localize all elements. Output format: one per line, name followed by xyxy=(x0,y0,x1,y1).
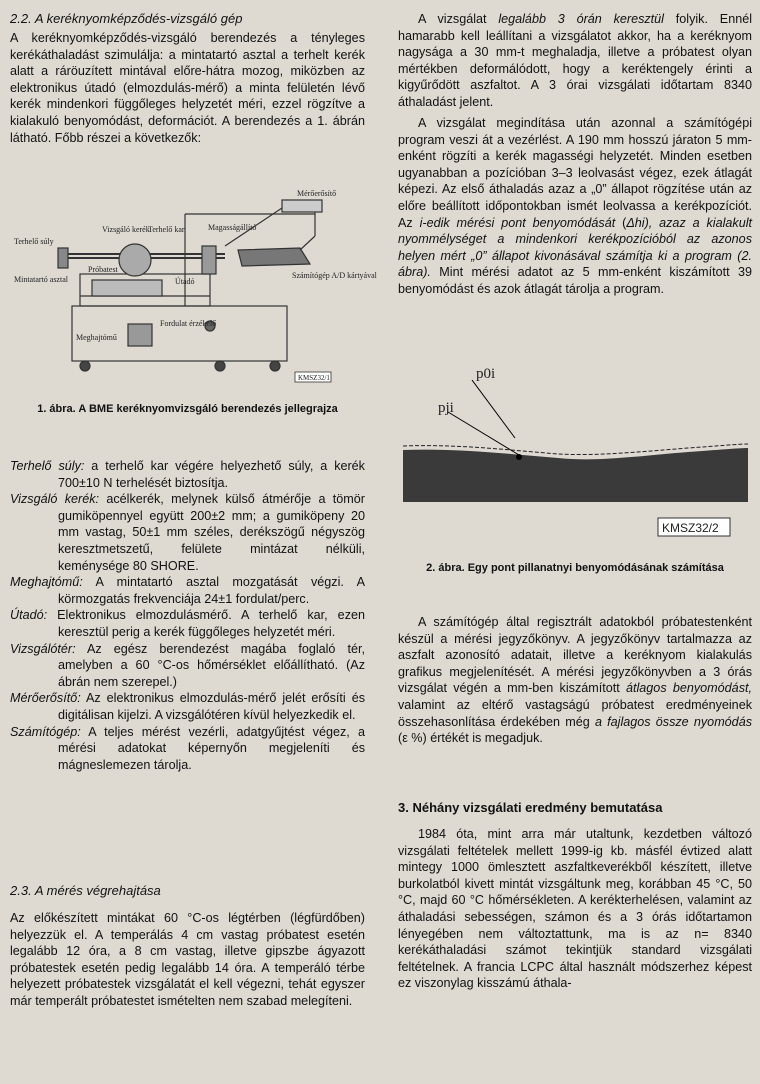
procedure-paragraph: Az előkészített mintákat 60 °C-os légtérben (légfürdőben) helyezzük el. A temperálás 4 cm vastag próbatest esetén legalább 12 óra, a 8 cm vastag, illetve gipszbe ágyazott próbatestek esetén pedig legalább 14 óra. A temperáló térbe helyezett próbatestek vizsgálatát el kell végezni, tehát egyszer már temperált próbatestet ismételten nem szabad melegíteni. xyxy=(10,911,365,1008)
label-test-wheel: Vizsgáló kerék xyxy=(102,225,150,234)
definition-item xyxy=(10,690,365,723)
measurement-point xyxy=(516,454,522,460)
figure-2-code: KMSZ32/2 xyxy=(662,521,719,535)
label-specimen: Próbatest xyxy=(88,265,118,274)
definition-term: Számítógép: xyxy=(10,724,81,739)
intro-paragraph: A keréknyomképződés-vizsgáló berendezés a tényleges kerékáthaladást szimulálja: a mintatartó asztal a terhelt kerék alatt a ráröuzített mintával előre-hátra mozog, miközben az elektronikus útadó (elmozdulás-mérő) a minta felületén lévő kerék mindenkori függőleges helyzetét méri, ezzel rögzítve a kialakuló benyomódást, deformációt. A berendezés a 1. ábrán látható. Főbb részei a következők: xyxy=(10,31,365,145)
definition-item xyxy=(10,491,365,574)
figure-1-caption: 1. ábra. A BME keréknyomvizsgáló berendezés jellegrajza xyxy=(37,403,338,415)
label-drive: Meghajtómű xyxy=(76,333,117,342)
specimen xyxy=(92,280,162,296)
definition-text: Az egész berendezést magába foglaló tér, amelyben a 60 °C-os hőmérséklet előállítható. (Az ábrán nem szerepel.) xyxy=(58,641,365,689)
label-computer: Számítógép A/D kártyával xyxy=(292,271,377,280)
definition-text: Az elektronikus elmozdulás-mérő jelét erősíti és digitálisan kijelzi. A vizsgálótéren kívül helyezkedik el. xyxy=(58,691,365,722)
definition-text: A mintatartó asztal mozgatását végzi. A körmozgatás frekvenciája 24±1 fordulat/perc. xyxy=(58,575,365,606)
label-pji: pji xyxy=(438,400,454,416)
definition-item xyxy=(10,724,365,774)
definition-term: Mérőerősítő: xyxy=(10,691,81,706)
height-adjuster xyxy=(202,246,216,274)
figure-1 xyxy=(10,186,377,382)
report-paragraph: A számítógép által regisztrált adatokból próbatestenként készül a mérési jegyzőkönyv. A jegyzőkönyv tartalmazza az aszfalt azonosító adatait, illetve a keréknyom kialakulás grafikus megjelenítését. A mérési jegyzőkönyvben a 3 órás vizsgálat végén a mm-ben kiszámított átlagos benyomódást, valamint az eltérő vastagságú próbatest eredményeinek összehasonlítása érdekében még a fajlagos össze nyomódás (ε %) értékét is megadjuk. xyxy=(398,615,752,746)
label-p0i: p0i xyxy=(476,366,496,382)
label-displacement-sensor: Útadó xyxy=(175,277,195,286)
asphalt-cross-section xyxy=(403,448,748,502)
amplifier-box xyxy=(282,200,322,212)
drive-motor xyxy=(128,324,152,346)
test-wheel xyxy=(119,244,151,276)
label-amplifier: Mérőerősítő xyxy=(297,189,337,198)
section-heading-2-3: 2.3. A mérés végrehajtása xyxy=(10,883,161,898)
definition-text: A teljes mérést vezérli, adatgyűjtést végez, a mérési adatokat képernyőn megjeleníti és mágneslemezen tárolja. xyxy=(58,724,365,772)
pji-leader xyxy=(448,412,519,455)
p0i-leader xyxy=(472,380,515,438)
definition-text: acélkerék, melynek külső átmérője a tömör gumiköpennyel együtt 200±2 mm; a gumiköpeny 20 mm vastag, 50±1 mm széles, derékszögű négyszög keresztmetszetű, felülete mintázat nélküli, keménysége 80 SHORE. xyxy=(58,492,365,573)
definition-term: Meghajtómű: xyxy=(10,575,83,590)
results-paragraph: 1984 óta, mint arra már utaltunk, kezdetben változó vizsgálati feltételek mellett 1999-ig kb. másfél évtized alatt mintegy 1000 ömlesztett aszfaltkeverékből készített, illetve burkolatból kivett mintát vizsgáltunk meg, korábban 45 °C, 50 °C, majd 60 °C hőmérsékleten. A kerékterhelésen, valamint az áthaladási sebességen, számon és a 3 órás időtartamon lényegében nem változtattunk, ma is az n= 8340 kerékáthaladási számot tekintjük standard vizsgálati feltételnek. A francia LCPC által használt módszerhez képest ez viszonylag kisszámú áthala- xyxy=(398,827,752,991)
label-load-arm: Terhelő kar xyxy=(148,225,185,234)
duration-paragraph: A vizsgálat legalább 3 órán keresztül folyik. Ennél hamarabb kell leállítani a vizsgálatot akkor, ha a keréknyom nagysága a 30 mm-t meghaladja, illetve a próbatest olyan mértékben deformálódott, hogy a keréktengely érinti a kigyűrődött aszfaltot. A 3 órai vizsgálati időtartam 8340 áthaladást jelent. xyxy=(398,12,752,109)
definition-term: Terhelő súly: xyxy=(10,459,85,473)
label-load-weight: Terhelő súly xyxy=(14,237,54,246)
device-diagram xyxy=(10,186,377,382)
definition-text: Elektronikus elmozdulásmérő. A terhelő kar, ezen keresztül perig a kerék függőleges helyzetét méri. xyxy=(47,608,365,639)
section-heading-3: 3. Néhány vizsgálati eredmény bemutatása xyxy=(398,800,663,815)
component-definitions xyxy=(10,458,365,773)
definition-item xyxy=(10,607,365,640)
definition-item xyxy=(10,458,365,491)
indentation-diagram xyxy=(398,360,752,546)
measurement-paragraph: A vizsgálat megindítása után azonnal a számítógépi program veszi át a vezérlést. A 190 mm hosszú járaton 5 mm-enként rögzíti a kerék magasségi helyzetét. Minden esetben ugyanabban a pozícióban 3–3 leolvasást végez, ezek átlagát képezi. Az első áthaladás azaz a „0” állapot rögzítése után az előre beállított időpontokban ismét leolvassa a kerékpozíciót. Az i-edik mérési pont benyomódását (Δhi), azaz a kialakult nyommélységet a mindenkori kerékpozícióból az azonos helyen mért „0” állapot kivonásával számítja ki a program (2. ábra). Mint mérési adatot az 5 mm-enként kiszámított 39 benyomódást és azok átlagát tárolja a program. xyxy=(398,116,752,296)
computer-unit xyxy=(238,248,310,266)
label-rotation-sensor: Fordulat érzékelő xyxy=(160,319,217,328)
label-sample-table: Mintatartó asztal xyxy=(14,275,68,284)
figure-1-code: KMSZ32/1 xyxy=(298,374,330,382)
load-weight xyxy=(58,248,68,268)
definition-text: a terhelő kar végére helyezhető súly, a kerék 700±10 N terhelését biztosítja. xyxy=(58,459,365,490)
section-heading-2-2: 2.2. A keréknyomképződés-vizsgáló gép xyxy=(10,11,243,26)
definition-item xyxy=(10,574,365,607)
label-height-adjuster: Magasságállító xyxy=(208,223,257,232)
figure-2 xyxy=(398,360,752,546)
definition-term: Vizsgáló kerék: xyxy=(10,492,100,507)
figure-2-caption: 2. ábra. Egy pont pillanatnyi benyomódásának számítása xyxy=(426,562,724,574)
definition-term: Vizsgálótér: xyxy=(10,641,76,656)
definition-term: Útadó: xyxy=(10,608,48,623)
definition-item xyxy=(10,641,365,691)
